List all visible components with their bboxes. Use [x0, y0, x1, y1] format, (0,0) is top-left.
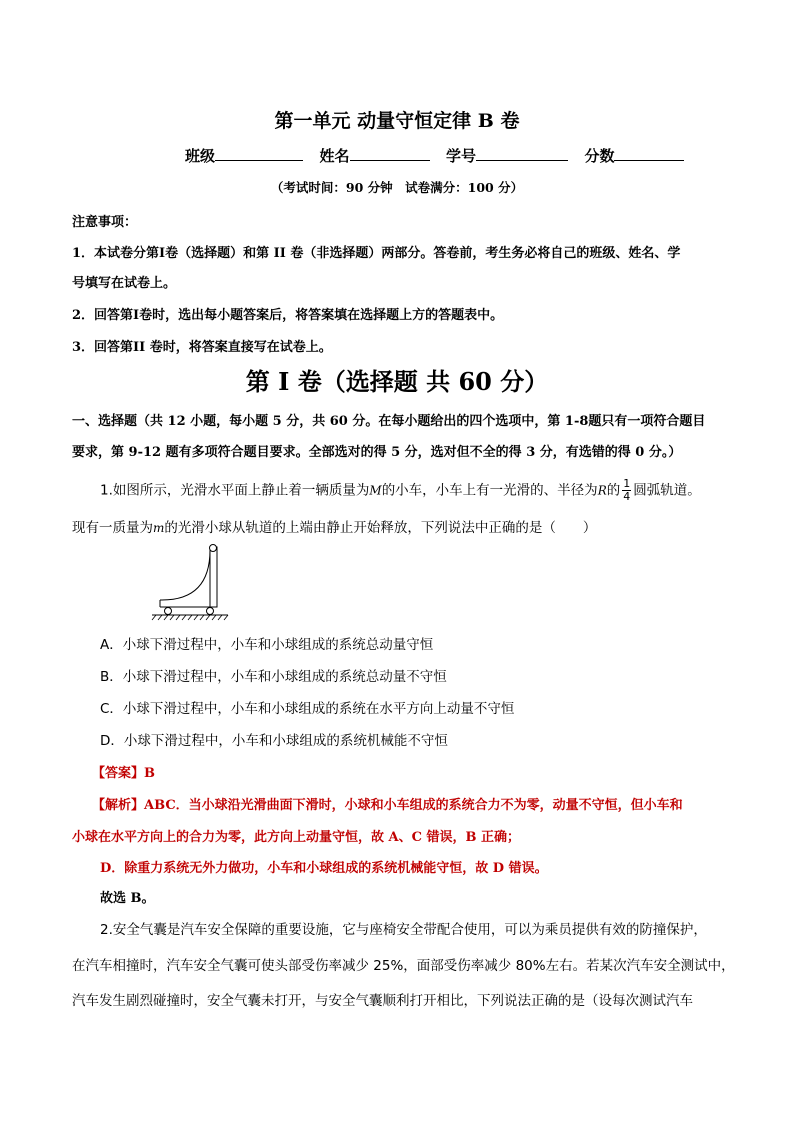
id-label: 学号: [445, 147, 476, 165]
conclusion: 故选 B。: [100, 891, 155, 906]
var-M: M: [369, 483, 382, 498]
answer: 【答案】B: [92, 766, 155, 781]
student-info-row: [185, 145, 684, 166]
class-label: 班级: [185, 147, 216, 165]
notice-item-3: 3．回答第II 卷时，将答案直接写在试卷上。: [72, 340, 332, 355]
exam-time: （考试时间：90 分钟 试卷满分：100 分）: [270, 180, 524, 195]
analysis-line-2: 小球在水平方向上的合力为零，此方向上动量守恒，故 A、C 错误，B 正确；: [72, 830, 520, 845]
analysis-text-1: ABC．当小球沿光滑曲面下滑时，小球和小车组成的系统合力不为零，动量不守恒，但小车和: [144, 798, 683, 813]
option-d: D．小球下滑过程中，小车和小球组成的系统机械能不守恒: [100, 733, 448, 749]
notice-item-2: 2．回答第Ⅰ卷时，选出每小题答案后，将答案填在选择题上方的答题表中。: [72, 308, 504, 323]
question-2-line-3: 汽车发生剧烈碰撞时，安全气囊未打开，与安全气囊顺利打开相比，下列说法正确的是（设每次测试汽车: [72, 993, 693, 1009]
small-ball: [210, 545, 217, 552]
q1-text-d: 圆弧轨道。: [633, 482, 701, 499]
name-blank: [350, 146, 430, 161]
fraction-one-quarter: $\frac{1}{4}$: [623, 477, 631, 503]
analysis-line-3: D．除重力系统无外力做功，小车和小球组成的系统机械能守恒，故 D 错误。: [100, 861, 548, 876]
question-1-line-1: [100, 478, 701, 503]
q1-text-e: 现有一质量为: [72, 520, 153, 536]
cart-arc-diagram: [150, 544, 230, 626]
notice-item-1-line-2: 号填写在试卷上。: [72, 276, 177, 291]
analysis-label: 【解析】: [92, 798, 145, 813]
score-blank: [614, 146, 684, 161]
question-2-line-1: 2.安全气囊是汽车安全保障的重要设施，它与座椅安全带配合使用，可以为乘员提供有效的防撞保护，: [100, 922, 707, 938]
notice-heading: 注意事项：: [72, 215, 138, 230]
notice-item-1-line-1: 1．本试卷分第Ⅰ卷（选择题）和第 II 卷（非选择题）两部分。答卷前，考生务必将自己的班级、姓名、学: [72, 246, 681, 261]
cart-wall: [210, 547, 217, 607]
analysis-line-1: [92, 794, 683, 813]
option-c: C．小球下滑过程中，小车和小球组成的系统在水平方向上动量不守恒: [100, 701, 515, 717]
option-b: B．小球下滑过程中，小车和小球组成的系统总动量不守恒: [100, 669, 447, 685]
var-m: m: [153, 521, 165, 535]
section-title: 第 I 卷（选择题 共 60 分）: [245, 367, 549, 396]
score-label: 分数: [584, 147, 615, 165]
class-blank: [215, 146, 303, 161]
option-a: A．小球下滑过程中，小车和小球组成的系统总动量守恒: [100, 637, 434, 653]
ground-hatching: [152, 615, 228, 620]
id-blank: [476, 146, 568, 161]
q1-text-f: 的光滑小球从轨道的上端由静止开始释放，下列说法中正确的是（ ）: [164, 520, 597, 536]
instructions-line-1: 一、选择题（共 12 小题，每小题 5 分，共 60 分。在每小题给出的四个选项中，第 1-8题只有一项符合题目: [72, 414, 706, 429]
question-2-line-2: 在汽车相撞时，汽车安全气囊可使头部受伤率减少 25%，面部受伤率减少 80%左右。若某次汽车安全测试中，: [72, 958, 735, 974]
q1-text-c: 的: [606, 482, 621, 499]
instructions-line-2: 要求，第 9-12 题有多项符合题目要求。全部选对的得 5 分，选对但不全的得 3 分，有选错的得 0 分。）: [72, 445, 682, 460]
name-label: 姓名: [319, 147, 350, 165]
quarter-arc-track: [162, 550, 210, 600]
cart-wheel-right: [207, 608, 214, 615]
page-title: 第一单元 动量守恒定律 B 卷: [274, 110, 520, 132]
q1-text-b: 的小车，小车上有一光滑的、半径为: [381, 482, 598, 499]
q1-text-a: 1.如图所示，光滑水平面上静止着一辆质量为: [100, 482, 370, 499]
question-1-line-2: [72, 516, 596, 536]
cart-wheel-left: [165, 608, 172, 615]
var-R: R: [597, 483, 607, 498]
